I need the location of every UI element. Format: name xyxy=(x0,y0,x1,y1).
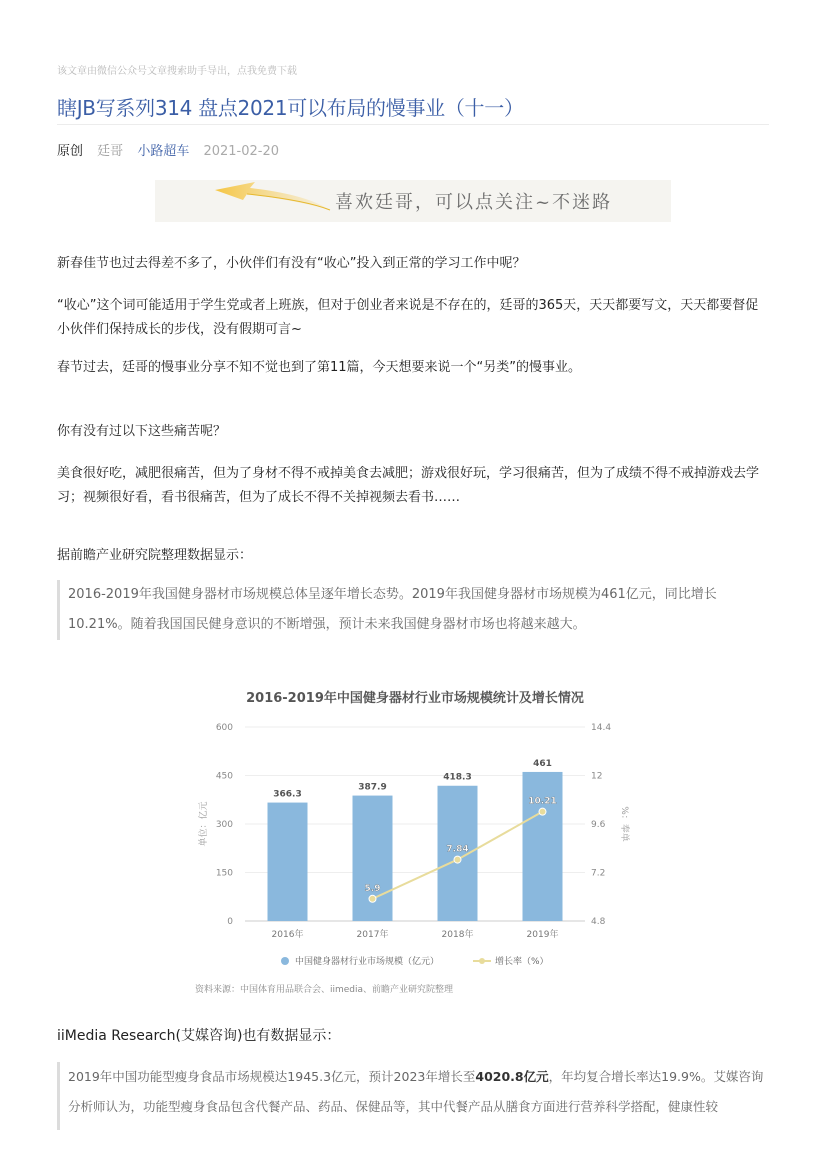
paragraph-6: 据前瞻产业研究院整理数据显示： xyxy=(57,548,253,563)
growth-value-label: 10.21 xyxy=(528,796,557,807)
paragraph-3: 春节过去，廷哥的慢事业分享不知不觉也到了第11篇，今天想要来说一个“另类”的慢事业。 xyxy=(57,360,582,375)
y2-axis-label: %：奉单 xyxy=(619,806,629,842)
bar xyxy=(268,803,308,921)
quote2-part-c: ，年均复合增长率达19.9%。艾媒咨询分析师认为，功能型瘦身食品包含代餐产品、药品、保健品等，其中代餐产品从膳食方面进行营养科学搭配，健康性较 xyxy=(68,1069,764,1114)
y-tick-label: 0 xyxy=(227,917,233,927)
paragraph-7: iiMedia Research(艾媒咨询)也有数据显示： xyxy=(57,1028,341,1044)
chart-title: 2016-2019年中国健身器材行业市场规模统计及增长情况 xyxy=(246,691,584,706)
blockquote-1: 2016-2019年我国健身器材市场规模总体呈逐年增长态势。2019年我国健身器材市场规模为461亿元，同比增长10.21%。随着我国国民健身意识的不断增强，预计未来我国健身器材市场也将越来越大。 xyxy=(57,580,769,640)
growth-point xyxy=(539,808,546,815)
y-tick-label: 600 xyxy=(215,723,233,733)
growth-point xyxy=(369,895,376,902)
quote2-part-a: 2019年中国功能型瘦身食品市场规模达1945.3亿元，预计2023年增长至 xyxy=(68,1069,476,1084)
growth-point xyxy=(454,856,461,863)
banner-text: 喜欢廷哥，可以点关注~不迷路 xyxy=(335,192,613,213)
author-name: 廷哥 xyxy=(97,144,124,159)
legend-line-dot xyxy=(479,958,485,964)
x-tick-label: 2017年 xyxy=(356,930,389,940)
paragraph-2: “收心”这个词可能适用于学生党或者上班族，但对于创业者来说是不存在的，廷哥的365天，天天都要写文，天天都要督促小伙伴们保持成长的步伐，没有假期可言~ xyxy=(57,298,759,337)
bar-value-label: 418.3 xyxy=(443,772,472,783)
article-meta xyxy=(57,140,289,159)
paragraph-1: 新春佳节也过去得差不多了，小伙伴们有没有“收心”投入到正常的学习工作中呢？ xyxy=(57,256,526,271)
bar-value-label: 461 xyxy=(533,758,552,769)
legend-bar-marker xyxy=(281,957,289,965)
original-tag: 原创 xyxy=(57,144,84,159)
title-divider xyxy=(57,124,769,125)
paragraph-4: 你有没有过以下这些痛苦呢？ xyxy=(57,424,227,439)
bar xyxy=(523,772,563,921)
x-tick-label: 2018年 xyxy=(441,930,474,940)
y2-tick-label: 7.2 xyxy=(591,868,606,879)
export-notice-link[interactable]: 该文章由微信公众号文章搜索助手导出，点我免费下载 xyxy=(57,66,297,77)
article-title: 瞎JB写系列314 盘点2021可以布局的慢事业（十一） xyxy=(57,96,524,120)
publish-date: 2021-02-20 xyxy=(203,144,280,159)
y-axis-label: 单位：亿元 xyxy=(199,801,209,847)
y-tick-label: 450 xyxy=(215,771,233,782)
blockquote-2 xyxy=(57,1062,769,1130)
quote2-emphasis: 4020.8亿元 xyxy=(475,1069,549,1084)
y2-tick-label: 14.4 xyxy=(591,723,612,733)
market-chart xyxy=(190,680,640,1000)
y2-tick-label: 4.8 xyxy=(591,917,606,927)
account-link[interactable]: 小路超车 xyxy=(137,144,190,159)
bar-value-label: 366.3 xyxy=(273,789,302,800)
x-tick-label: 2016年 xyxy=(271,930,304,940)
legend-line-label: 增长率（%） xyxy=(495,957,549,967)
y-tick-label: 300 xyxy=(215,820,233,830)
bar-value-label: 387.9 xyxy=(358,782,387,793)
growth-value-label: 7.84 xyxy=(446,844,469,855)
y2-tick-label: 12 xyxy=(591,771,603,782)
legend-bar-label: 中国健身器材行业市场规模（亿元） xyxy=(295,957,440,967)
chart-svg xyxy=(190,680,640,1000)
chart-source: 资料来源：中国体育用品联合会、iimedia、前瞻产业研究院整理 xyxy=(195,985,454,995)
paragraph-5: 美食很好吃，减肥很痛苦，但为了身材不得不戒掉美食去减肥；游戏很好玩，学习很痛苦，但为了成绩不得不戒掉游戏去学习；视频很好看，看书很痛苦，但为了成长不得不关掉视频去看书…… xyxy=(57,466,760,505)
follow-banner xyxy=(155,180,671,222)
x-tick-label: 2019年 xyxy=(526,930,559,940)
y2-tick-label: 9.6 xyxy=(591,820,606,830)
growth-value-label: 5.9 xyxy=(364,883,381,894)
y-tick-label: 150 xyxy=(215,868,233,879)
